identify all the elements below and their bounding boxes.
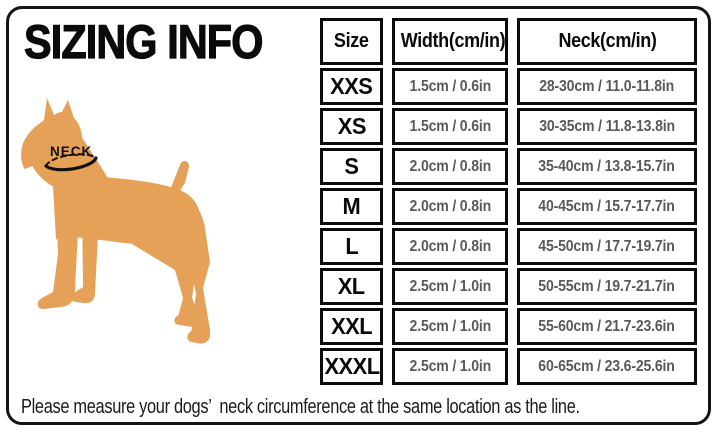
size-value: XXXL (324, 353, 380, 379)
width-value: 2.5cm / 1.0in (409, 277, 491, 295)
col-header-width (392, 18, 508, 65)
size-cell (320, 68, 383, 105)
width-value: 1.5cm / 0.6in (409, 77, 491, 95)
neck-cell (517, 228, 697, 265)
size-cell (320, 148, 383, 185)
neck-value: 40-45cm / 15.7-17.7in (538, 197, 676, 215)
neck-cell (517, 148, 697, 185)
table-row-xxl (320, 308, 697, 345)
table-row-l (320, 228, 697, 265)
size-cell (320, 348, 383, 385)
col-header-width-label: Width(cm/in) (400, 30, 506, 52)
width-cell (392, 108, 508, 145)
neck-value: 30-35cm / 11.8-13.8in (539, 117, 675, 135)
size-value: S (344, 153, 359, 179)
size-value: XXS (330, 73, 373, 99)
neck-value: 55-60cm / 21.7-23.6in (538, 317, 676, 335)
table-row-m (320, 188, 697, 225)
width-value: 2.5cm / 1.0in (409, 317, 491, 335)
size-cell (320, 108, 383, 145)
size-value: XXL (330, 313, 373, 339)
table-row-xs (320, 108, 697, 145)
size-cell (320, 268, 383, 305)
width-cell (392, 348, 508, 385)
sizing-table (311, 15, 706, 388)
footer-note: Please measure your dogs’ neck circumference at the same location as the line. (21, 396, 580, 418)
width-cell (392, 188, 508, 225)
neck-label: NECK (50, 144, 93, 159)
width-cell (392, 228, 508, 265)
col-header-size-label: Size (334, 30, 369, 52)
dog-illustration (14, 94, 228, 364)
col-header-size (320, 18, 383, 65)
size-cell (320, 188, 383, 225)
neck-value: 28-30cm / 11.0-11.8in (539, 77, 675, 95)
neck-value: 50-55cm / 19.7-21.7in (538, 277, 676, 295)
width-value: 1.5cm / 0.6in (409, 117, 491, 135)
neck-cell (517, 188, 697, 225)
table-header-row (320, 18, 697, 65)
table-row-xl (320, 268, 697, 305)
neck-cell (517, 68, 697, 105)
size-cell (320, 308, 383, 345)
neck-cell (517, 308, 697, 345)
neck-cell (517, 348, 697, 385)
width-cell (392, 148, 508, 185)
width-cell (392, 68, 508, 105)
size-value: L (345, 233, 358, 259)
width-value: 2.0cm / 0.8in (409, 197, 491, 215)
neck-value: 60-65cm / 23.6-25.6in (538, 357, 676, 375)
neck-cell (517, 268, 697, 305)
neck-value: 35-40cm / 13.8-15.7in (538, 157, 676, 175)
neck-cell (517, 108, 697, 145)
dog-body-shape (21, 98, 210, 344)
neck-value: 45-50cm / 17.7-19.7in (538, 237, 676, 255)
size-value: M (342, 193, 361, 219)
width-value: 2.0cm / 0.8in (409, 237, 491, 255)
width-value: 2.0cm / 0.8in (409, 157, 491, 175)
size-cell (320, 228, 383, 265)
width-cell (392, 268, 508, 305)
table-row-xxxl (320, 348, 697, 385)
dog-silhouette-svg (14, 94, 228, 364)
col-header-neck (517, 18, 697, 65)
page-title: SIZING INFO (24, 15, 263, 68)
size-value: XS (337, 113, 366, 139)
width-cell (392, 308, 508, 345)
size-value: XL (338, 273, 365, 299)
width-value: 2.5cm / 1.0in (409, 357, 491, 375)
col-header-neck-label: Neck(cm/in) (557, 30, 657, 52)
table-row-s (320, 148, 697, 185)
table-row-xxs (320, 68, 697, 105)
